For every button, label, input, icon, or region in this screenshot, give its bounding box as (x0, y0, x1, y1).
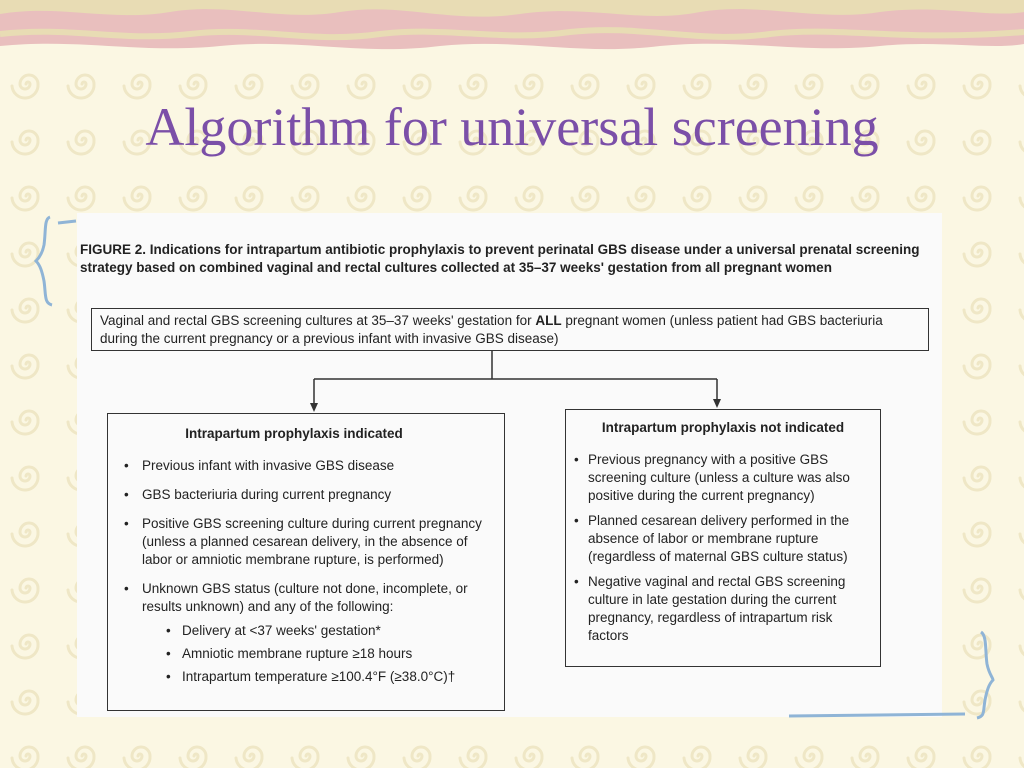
right-bracket-decoration (785, 630, 995, 722)
figure-caption-text: Indications for intrapartum antibiotic prophylaxis to prevent perinatal GBS disease under a universal prenatal screening strategy based on combined vaginal and rectal cultures collected at 35–37 weeks' gestation from all pregnant women (80, 242, 920, 275)
screening-box (91, 308, 929, 351)
not-indicated-list (574, 451, 872, 645)
decorative-banner (0, 0, 1024, 58)
list-item: • Negative vaginal and rectal GBS screening culture in late gestation during the current pregnancy, regardless of intrapartum risk factors (574, 573, 872, 645)
list-item-text: Unknown GBS status (culture not done, incomplete, or results unknown) and any of the following: (142, 581, 468, 614)
screening-text-before: Vaginal and rectal GBS screening cultures at 35–37 weeks' gestation for (100, 313, 536, 328)
prophylaxis-indicated-heading: Intrapartum prophylaxis indicated (185, 426, 403, 441)
risk-factor-list (142, 622, 494, 686)
sub-list-item: • Intrapartum temperature ≥100.4°F (≥38.0°C)† (142, 668, 494, 686)
list-item: • Positive GBS screening culture during current pregnancy (unless a planned cesarean delivery, in the absence of labor or amniotic membrane rupture, is performed) (120, 515, 494, 569)
indicated-list (120, 457, 494, 686)
list-item: • GBS bacteriuria during current pregnancy (120, 486, 494, 504)
sub-list-item: • Amniotic membrane rupture ≥18 hours (142, 645, 494, 663)
left-bracket-decoration (34, 215, 78, 307)
screening-text-bold: ALL (535, 313, 562, 328)
slide-title: Algorithm for universal screening (145, 97, 879, 157)
prophylaxis-not-indicated-box (565, 409, 881, 667)
figure-caption (80, 241, 950, 277)
sub-list-item: • Delivery at <37 weeks' gestation* (142, 622, 494, 640)
list-item: • Planned cesarean delivery performed in the absence of labor or membrane rupture (regardless of maternal GBS culture status) (574, 512, 872, 566)
figure-caption-label: FIGURE 2. (80, 242, 147, 257)
list-item: • Previous infant with invasive GBS disease (120, 457, 494, 475)
prophylaxis-indicated-box (107, 413, 505, 711)
prophylaxis-not-indicated-heading: Intrapartum prophylaxis not indicated (601, 420, 845, 435)
list-item: • Previous pregnancy with a positive GBS screening culture (unless a culture was also positive during the current pregnancy) (574, 451, 872, 505)
list-item-with-subitems (120, 580, 494, 686)
screening-text-after: pregnant women (unless patient had GBS bacteriuria during the current pregnancy or a previous infant with invasive GBS disease) (100, 313, 883, 346)
